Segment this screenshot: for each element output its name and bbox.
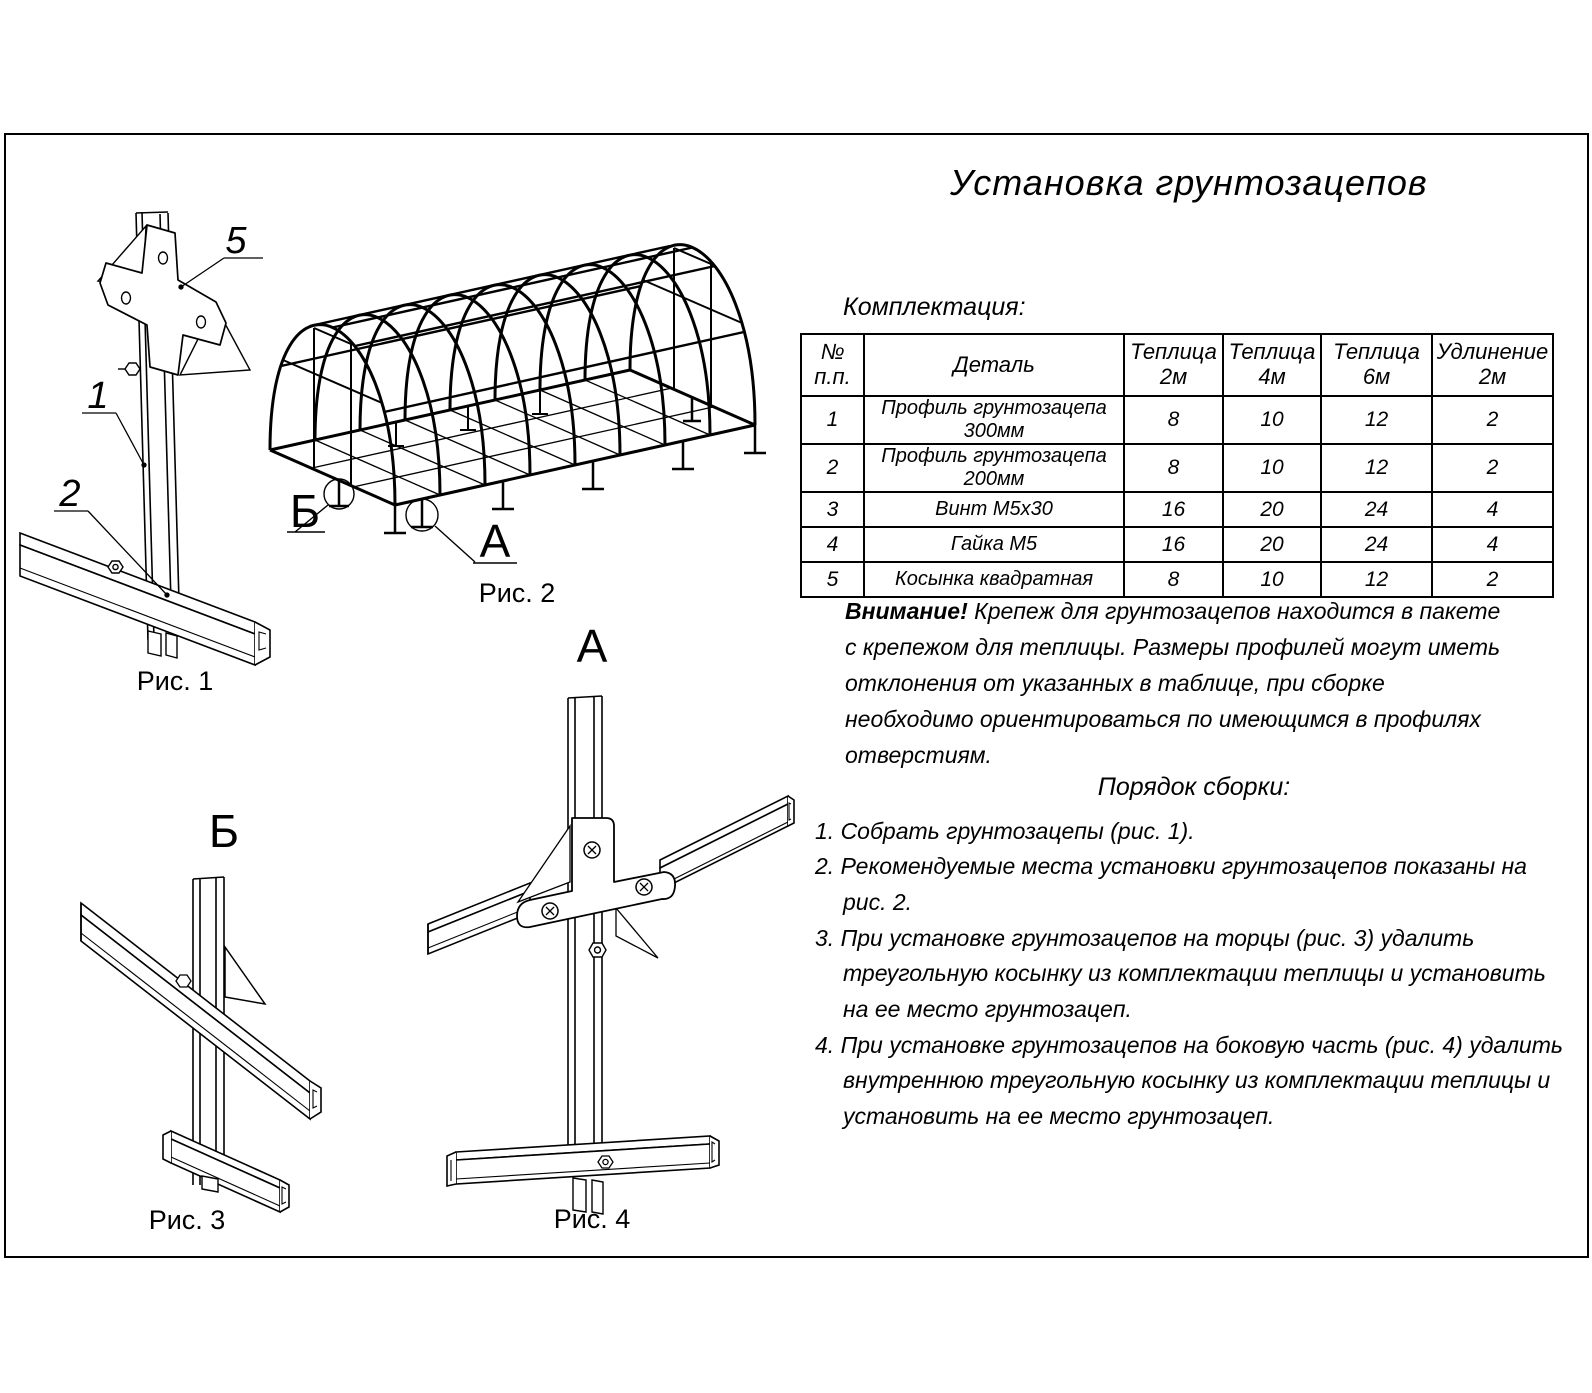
fig4-left-rail	[428, 883, 530, 954]
fig4-wing-right	[616, 908, 658, 958]
fig3-rail-bolt	[176, 975, 191, 987]
fig4-label: А	[576, 620, 608, 672]
fig3-post-foot	[202, 1176, 218, 1192]
fig4-bolt	[589, 943, 606, 957]
col-header-num: № п.п.	[801, 334, 864, 396]
col-header-t6: Теплица 6м	[1321, 334, 1432, 396]
table-row: 3 Винт М5х30 16 20 24 4	[801, 492, 1553, 527]
fig4-bottom-channel	[447, 1136, 719, 1186]
fig2-end-frames	[283, 248, 742, 486]
fig1-bolt	[118, 363, 140, 375]
fig2-label-a: А	[479, 515, 511, 567]
fig2-ground-anchors	[329, 390, 766, 533]
fig1-part1-label: 1	[87, 375, 109, 417]
fig4-wing-left	[518, 826, 570, 902]
fig3-label: Б	[208, 805, 240, 857]
fig3-anchor-channel	[163, 1131, 289, 1212]
fig1-caption: Рис. 1	[136, 666, 214, 696]
fig1-channel-bolt	[108, 561, 123, 573]
figure-4-side-mount	[420, 620, 795, 1235]
warning-label: Внимание!	[845, 598, 968, 624]
fig4-right-rail	[660, 796, 794, 890]
col-header-t4: Теплица 4м	[1223, 334, 1321, 396]
col-header-part: Деталь	[864, 334, 1124, 396]
fig4-post	[568, 696, 602, 1176]
col-header-ext: Удлинение 2м	[1432, 334, 1553, 396]
table-row: 4 Гайка М5 16 20 24 4	[801, 527, 1553, 562]
warning-text: Крепеж для грунтозацепов находится в пакете с крепежом для теплицы. Размеры профилей могут иметь отклонения от указанных в таблице, при сборке необходимо ориентироваться по имеющимся в профилях отверстиям.	[845, 598, 1501, 768]
page-title: Установка грунтозацепов	[950, 162, 1428, 203]
fig1-part5-label: 5	[225, 220, 247, 262]
parts-table-header-row	[801, 334, 1553, 396]
table-row: 5 Косынка квадратная 8 10 12 2	[801, 562, 1553, 597]
warning-note	[845, 594, 1517, 773]
fig1-leader-1	[82, 413, 146, 467]
figure-2-greenhouse	[245, 210, 795, 610]
assembly-step: 1. Собрать грунтозацепы (рис. 1).	[815, 817, 1195, 844]
parts-table	[800, 333, 1554, 598]
fig4-channel-bolt	[598, 1156, 613, 1168]
kit-heading: Комплектация:	[843, 293, 1026, 321]
fig3-caption: Рис. 3	[148, 1205, 226, 1235]
fig1-post-foot	[148, 631, 177, 658]
figure-3-end-mount	[65, 795, 385, 1240]
table-row: 2 Профиль грунтозацепа 200мм 8 10 12 2	[801, 444, 1553, 492]
assembly-step: 2. Рекомендуемые места установки грунтозацепов показаны на рис. 2.	[815, 853, 1527, 916]
col-header-t2: Теплица 2м	[1124, 334, 1223, 396]
fig3-base-rail	[81, 903, 321, 1119]
fig2-caption: Рис. 2	[478, 578, 556, 608]
fig1-part2-label: 2	[59, 473, 81, 515]
fig4-caption: Рис. 4	[553, 1204, 631, 1234]
assembly-instructions	[815, 768, 1573, 1135]
fig3-gusset	[225, 947, 265, 1004]
assembly-step: 4. При установке грунтозацепов на боковую часть (рис. 4) удалить внутреннюю треугольную косынку из комплектации теплицы и установить на ее место грунтозацеп.	[815, 1031, 1563, 1129]
assembly-heading: Порядок сборки:	[1097, 773, 1291, 801]
table-row: 1 Профиль грунтозацепа 300мм 8 10 12 2	[801, 396, 1553, 444]
assembly-step: 3. При установке грунтозацепов на торцы (рис. 3) удалить треугольную косынку из комплектации теплицы и установить на ее место грунтозацеп.	[815, 924, 1546, 1022]
fig2-label-b: Б	[289, 485, 321, 537]
